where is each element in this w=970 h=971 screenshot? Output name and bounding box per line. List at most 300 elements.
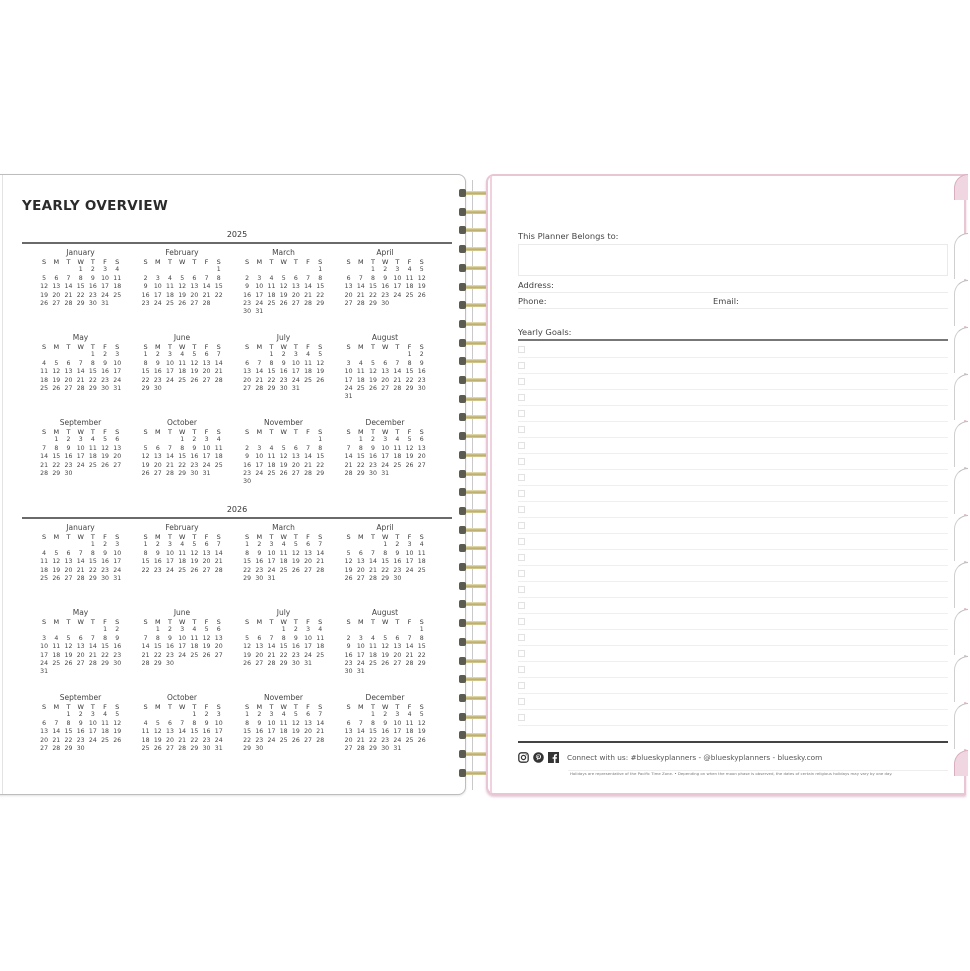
goal-checkbox[interactable] <box>518 666 525 673</box>
day-number: 17 <box>40 651 49 659</box>
goal-row[interactable] <box>518 598 948 614</box>
day-number: 7 <box>257 359 262 367</box>
goal-checkbox[interactable] <box>518 490 525 497</box>
goal-row[interactable] <box>518 390 948 406</box>
day-grid <box>140 618 225 668</box>
day-number: 12 <box>178 283 187 291</box>
day-number: 1 <box>143 351 148 359</box>
weekday-header: S <box>318 703 323 711</box>
day-number: 29 <box>243 744 252 752</box>
day-number: 11 <box>417 549 426 557</box>
empty-day <box>302 266 314 274</box>
day-number: 12 <box>113 719 122 727</box>
day-number: 8 <box>143 359 148 367</box>
empty-day <box>367 626 379 634</box>
goal-row[interactable] <box>518 470 948 486</box>
day-number: 3 <box>42 634 47 642</box>
day-number: 13 <box>243 368 252 376</box>
weekday-header: T <box>66 533 71 541</box>
day-number: 11 <box>214 444 223 452</box>
empty-day <box>38 351 50 359</box>
day-number: 26 <box>190 566 199 574</box>
day-number: 27 <box>344 744 353 752</box>
month-tab[interactable] <box>954 609 968 655</box>
goal-row[interactable] <box>518 550 948 566</box>
day-number: 14 <box>405 643 414 651</box>
day-number: 1 <box>180 436 185 444</box>
weekday-header: M <box>357 258 364 266</box>
day-number: 19 <box>64 651 73 659</box>
month-name: December <box>365 418 405 427</box>
day-number: 1 <box>245 541 250 549</box>
day-number: 18 <box>267 461 276 469</box>
empty-day <box>164 711 176 719</box>
goals-label: Yearly Goals: <box>518 327 572 337</box>
goal-checkbox[interactable] <box>518 346 525 353</box>
weekday-header: T <box>269 703 274 711</box>
day-number: 11 <box>52 643 61 651</box>
address-line[interactable] <box>518 292 948 293</box>
day-number: 18 <box>88 453 97 461</box>
goal-checkbox[interactable] <box>518 602 525 609</box>
goal-row[interactable] <box>518 566 948 582</box>
goal-checkbox[interactable] <box>518 394 525 401</box>
goal-row[interactable] <box>518 342 948 358</box>
day-number: 5 <box>419 711 424 719</box>
goal-row[interactable] <box>518 614 948 630</box>
day-number: 19 <box>316 368 325 376</box>
goal-row[interactable] <box>518 486 948 502</box>
weekday-header: F <box>407 428 412 436</box>
goal-row[interactable] <box>518 358 948 374</box>
day-number: 28 <box>356 744 365 752</box>
goal-checkbox[interactable] <box>518 378 525 385</box>
pinterest-icon[interactable] <box>533 752 544 763</box>
month-tab[interactable] <box>954 374 968 420</box>
day-number: 10 <box>344 368 353 376</box>
weekday-header: S <box>419 618 424 626</box>
owner-name-field[interactable] <box>518 244 948 276</box>
goal-checkbox[interactable] <box>518 714 525 721</box>
weekday-header: S <box>216 618 221 626</box>
month-tab[interactable] <box>954 174 968 200</box>
day-number: 1 <box>318 266 323 274</box>
day-number: 23 <box>101 376 109 384</box>
month-name: October <box>166 693 197 702</box>
month-tab[interactable] <box>954 562 968 608</box>
month-tab[interactable] <box>954 468 968 514</box>
day-number: 21 <box>316 728 325 736</box>
day-number: 30 <box>279 384 288 392</box>
weekday-header: W <box>77 258 84 266</box>
goal-checkbox[interactable] <box>518 634 525 641</box>
weekday-header: T <box>66 343 71 351</box>
goals-divider <box>518 339 948 341</box>
month-tab[interactable] <box>954 421 968 467</box>
weekday-header: M <box>357 618 364 626</box>
goal-checkbox[interactable] <box>518 426 525 433</box>
goal-checkbox[interactable] <box>518 570 525 577</box>
empty-day <box>367 541 379 549</box>
month-name: July <box>276 333 291 342</box>
day-number: 5 <box>192 351 197 359</box>
weekday-header: W <box>381 343 389 351</box>
day-number: 21 <box>304 291 312 299</box>
day-number: 17 <box>101 283 109 291</box>
day-number: 6 <box>358 549 363 557</box>
goal-checkbox[interactable] <box>518 650 525 657</box>
goal-row[interactable] <box>518 646 948 662</box>
day-number: 27 <box>291 299 300 307</box>
goal-row[interactable] <box>518 518 948 534</box>
day-number: 8 <box>216 274 221 282</box>
day-number: 13 <box>304 719 312 727</box>
weekday-header: F <box>204 703 209 711</box>
instagram-icon[interactable] <box>518 752 529 763</box>
day-number: 1 <box>383 541 388 549</box>
weekday-header: S <box>42 428 47 436</box>
goal-checkbox[interactable] <box>518 442 525 449</box>
day-number: 13 <box>291 283 300 291</box>
day-number: 24 <box>166 376 174 384</box>
weekday-header: M <box>154 533 161 541</box>
ring-hole <box>459 339 466 347</box>
day-number: 28 <box>88 659 97 667</box>
day-number: 16 <box>76 728 85 736</box>
goal-row[interactable] <box>518 374 948 390</box>
day-number: 8 <box>318 444 323 452</box>
day-number: 31 <box>40 668 49 676</box>
empty-day <box>164 266 176 274</box>
weekday-header: T <box>395 428 400 436</box>
weekday-header: F <box>407 703 412 711</box>
goal-row[interactable] <box>518 694 948 710</box>
month-name: April <box>376 248 394 257</box>
empty-day <box>62 541 74 549</box>
day-number: 19 <box>52 376 61 384</box>
day-number: 5 <box>293 711 298 719</box>
weekday-header: T <box>370 428 375 436</box>
empty-day <box>188 266 200 274</box>
goal-checkbox[interactable] <box>518 522 525 529</box>
day-number: 24 <box>76 461 85 469</box>
day-number: 20 <box>291 291 300 299</box>
day-number: 1 <box>358 436 363 444</box>
day-number: 8 <box>180 444 185 452</box>
month-tab[interactable] <box>954 750 968 776</box>
day-number: 3 <box>293 351 298 359</box>
weekday-header: M <box>154 703 161 711</box>
weekday-header: F <box>407 343 412 351</box>
day-number: 10 <box>393 719 402 727</box>
day-number: 7 <box>42 444 47 452</box>
month-name: December <box>365 693 405 702</box>
empty-day <box>164 436 176 444</box>
day-number: 29 <box>76 299 85 307</box>
goal-checkbox[interactable] <box>518 458 525 465</box>
weekday-header: W <box>178 258 186 266</box>
day-number: 16 <box>64 453 73 461</box>
day-number: 13 <box>417 444 426 452</box>
day-number: 28 <box>52 744 61 752</box>
weekday-header: M <box>357 533 364 541</box>
month-tab[interactable] <box>954 327 968 373</box>
day-number: 15 <box>190 728 199 736</box>
goal-checkbox[interactable] <box>518 586 525 593</box>
day-number: 2 <box>257 711 262 719</box>
day-number: 8 <box>407 359 412 367</box>
day-number: 25 <box>52 659 61 667</box>
month-tab[interactable] <box>954 233 968 279</box>
day-number: 6 <box>42 719 47 727</box>
weekday-header: T <box>269 533 274 541</box>
day-number: 6 <box>168 719 172 727</box>
goal-checkbox[interactable] <box>518 618 525 625</box>
goal-checkbox[interactable] <box>518 538 525 545</box>
day-number: 31 <box>304 659 312 667</box>
day-number: 12 <box>202 634 211 642</box>
day-number: 26 <box>279 299 288 307</box>
empty-day <box>87 626 99 634</box>
day-number: 24 <box>153 299 162 307</box>
day-number: 18 <box>405 283 414 291</box>
day-number: 3 <box>180 626 185 634</box>
goal-checkbox[interactable] <box>518 698 525 705</box>
weekday-header: M <box>256 533 263 541</box>
day-number: 30 <box>381 744 390 752</box>
day-number: 11 <box>190 634 199 642</box>
day-number: 10 <box>202 444 211 452</box>
day-number: 28 <box>405 659 414 667</box>
month-name: January <box>66 248 95 257</box>
weekday-header: W <box>280 258 287 266</box>
empty-day <box>38 436 50 444</box>
day-number: 27 <box>113 461 122 469</box>
day-number: 29 <box>153 659 162 667</box>
weekday-header: S <box>42 703 47 711</box>
day-number: 21 <box>316 558 325 566</box>
day-number: 24 <box>101 291 109 299</box>
day-number: 31 <box>356 668 365 676</box>
goal-row[interactable] <box>518 454 948 470</box>
day-number: 11 <box>101 719 109 727</box>
day-number: 1 <box>103 626 107 634</box>
day-number: 2 <box>383 266 388 274</box>
day-number: 9 <box>103 359 107 367</box>
day-number: 22 <box>141 376 150 384</box>
goal-row[interactable] <box>518 534 948 550</box>
day-number: 23 <box>141 299 150 307</box>
day-number: 15 <box>243 728 252 736</box>
weekday-header: F <box>103 343 107 351</box>
day-number: 25 <box>178 566 187 574</box>
day-number: 8 <box>90 549 95 557</box>
day-number: 30 <box>88 299 97 307</box>
empty-day <box>50 351 62 359</box>
day-number: 11 <box>393 444 402 452</box>
weekday-header: M <box>53 618 60 626</box>
day-number: 28 <box>267 659 276 667</box>
month-tab[interactable] <box>954 656 968 702</box>
day-number: 9 <box>419 359 424 367</box>
day-grid <box>343 618 428 677</box>
day-number: 1 <box>318 436 323 444</box>
day-number: 18 <box>393 453 402 461</box>
day-number: 9 <box>155 549 160 557</box>
goal-checkbox[interactable] <box>518 410 525 417</box>
goal-row[interactable] <box>518 422 948 438</box>
day-number: 21 <box>344 461 353 469</box>
day-number: 15 <box>316 283 325 291</box>
day-number: 22 <box>141 566 150 574</box>
day-number: 23 <box>101 566 109 574</box>
day-number: 22 <box>88 566 97 574</box>
month-name: October <box>166 418 197 427</box>
day-number: 26 <box>40 299 49 307</box>
day-number: 10 <box>291 359 300 367</box>
day-number: 15 <box>141 368 150 376</box>
day-number: 20 <box>202 558 211 566</box>
day-number: 28 <box>166 469 174 477</box>
empty-day <box>355 266 367 274</box>
page-edge <box>0 175 3 794</box>
weekday-header: T <box>90 343 95 351</box>
day-number: 3 <box>103 266 107 274</box>
footer-divider <box>518 741 948 743</box>
day-number: 11 <box>279 549 288 557</box>
goal-checkbox[interactable] <box>518 554 525 561</box>
day-number: 25 <box>113 291 122 299</box>
day-number: 11 <box>113 274 122 282</box>
day-number: 8 <box>269 359 274 367</box>
day-number: 4 <box>143 719 148 727</box>
goal-row[interactable] <box>518 502 948 518</box>
day-number: 4 <box>42 359 47 367</box>
day-number: 2 <box>168 626 172 634</box>
weekday-header: T <box>293 428 298 436</box>
day-number: 16 <box>101 368 109 376</box>
weekday-header: T <box>167 428 172 436</box>
goal-checkbox[interactable] <box>518 362 525 369</box>
day-number: 30 <box>393 574 402 582</box>
day-number: 21 <box>178 736 187 744</box>
month-tab[interactable] <box>954 703 968 749</box>
day-number: 11 <box>40 368 49 376</box>
day-number: 12 <box>344 558 353 566</box>
weekday-header: S <box>346 533 351 541</box>
day-number: 23 <box>344 659 353 667</box>
weekday-header: T <box>269 258 274 266</box>
day-number: 29 <box>88 574 97 582</box>
day-number: 22 <box>369 291 377 299</box>
goal-checkbox[interactable] <box>518 474 525 481</box>
day-number: 18 <box>279 728 288 736</box>
day-number: 9 <box>293 634 298 642</box>
day-number: 7 <box>78 359 83 367</box>
day-number: 4 <box>168 274 172 282</box>
day-number: 30 <box>369 469 377 477</box>
day-number: 24 <box>166 566 174 574</box>
weekday-header: S <box>245 703 250 711</box>
month-calendar <box>225 333 327 418</box>
empty-day <box>241 626 253 634</box>
facebook-icon[interactable] <box>548 752 559 763</box>
day-number: 9 <box>346 643 351 651</box>
month-name: August <box>371 333 399 342</box>
weekday-header: F <box>103 533 107 541</box>
day-number: 16 <box>243 291 252 299</box>
day-number: 25 <box>304 376 312 384</box>
day-number: 29 <box>52 469 61 477</box>
day-number: 19 <box>243 651 252 659</box>
month-tab[interactable] <box>954 515 968 561</box>
month-name: June <box>173 333 191 342</box>
goal-row[interactable] <box>518 710 948 726</box>
weekday-header: W <box>381 258 389 266</box>
day-number: 7 <box>168 444 172 452</box>
empty-day <box>379 351 391 359</box>
month-grid <box>22 523 452 778</box>
month-tab[interactable] <box>954 280 968 326</box>
weekday-header: S <box>346 703 351 711</box>
day-number: 7 <box>407 634 412 642</box>
goal-checkbox[interactable] <box>518 682 525 689</box>
day-number: 24 <box>405 566 414 574</box>
day-number: 2 <box>371 436 375 444</box>
day-number: 29 <box>405 384 414 392</box>
month-calendar <box>22 248 124 333</box>
day-number: 22 <box>52 461 61 469</box>
month-calendar <box>225 248 327 333</box>
weekday-header: T <box>167 533 172 541</box>
day-number: 12 <box>279 453 288 461</box>
goal-checkbox[interactable] <box>518 506 525 513</box>
day-number: 22 <box>417 651 426 659</box>
weekday-header: W <box>280 343 287 351</box>
goal-row[interactable] <box>518 582 948 598</box>
day-number: 8 <box>103 634 107 642</box>
day-number: 14 <box>64 283 73 291</box>
day-number: 14 <box>88 643 97 651</box>
month-name: June <box>173 608 191 617</box>
day-number: 15 <box>279 643 288 651</box>
day-number: 27 <box>153 469 162 477</box>
goal-row[interactable] <box>518 630 948 646</box>
day-number: 3 <box>90 711 95 719</box>
phone-email-line[interactable] <box>518 308 948 309</box>
weekday-header: M <box>53 533 60 541</box>
day-number: 10 <box>393 274 402 282</box>
day-grid <box>241 533 326 583</box>
day-number: 13 <box>381 368 390 376</box>
goal-row[interactable] <box>518 662 948 678</box>
goal-row[interactable] <box>518 438 948 454</box>
day-number: 15 <box>101 643 109 651</box>
day-number: 15 <box>356 453 365 461</box>
goal-row[interactable] <box>518 678 948 694</box>
day-number: 5 <box>281 444 286 452</box>
day-number: 24 <box>255 469 264 477</box>
empty-day <box>253 626 265 634</box>
weekday-header: W <box>280 428 287 436</box>
day-number: 9 <box>192 444 197 452</box>
day-number: 8 <box>90 359 95 367</box>
month-name: March <box>272 523 295 532</box>
goal-row[interactable] <box>518 406 948 422</box>
day-number: 19 <box>113 728 122 736</box>
day-number: 13 <box>153 453 162 461</box>
day-number: 7 <box>358 719 363 727</box>
